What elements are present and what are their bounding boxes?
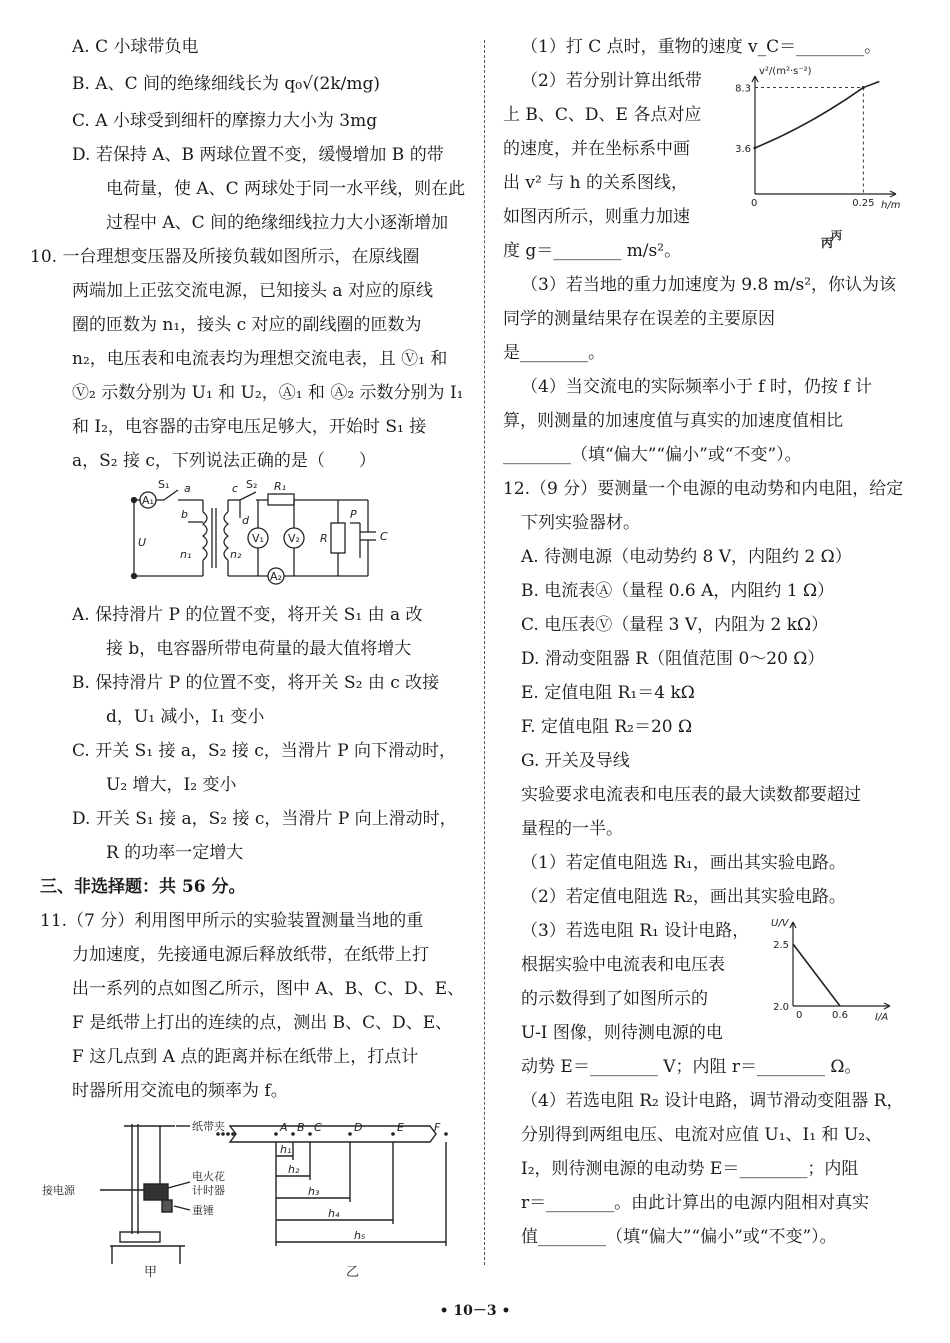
q9-option-b: B. A、C 间的绝缘细线长为 q₀√(2k/mg): [72, 74, 381, 94]
circuit-label-b: b: [181, 508, 188, 521]
q11-part2-line5: 如图丙所示，则重力加速: [503, 207, 690, 227]
q12-part4-line5: 值________（填“偏大”“偏小”或“不变”）。: [521, 1227, 837, 1247]
circuit-label-p: P: [350, 508, 357, 521]
q12-equipment-a: A. 待测电源（电动势约 8 V，内阻约 2 Ω）: [521, 547, 852, 567]
tape-h4: h₄: [328, 1207, 340, 1220]
q12-stem-line1: 12.（9 分）要测量一个电源的电动势和内电阻，给定: [503, 479, 904, 499]
q10-stem-line3: 圈的匝数为 n₁，接头 c 对应的副线圈的匝数为: [72, 315, 422, 335]
q12-part3-line4: U-I 图像，则待测电源的电: [521, 1023, 723, 1043]
q10-option-b-line2: d，U₁ 减小，I₁ 变小: [106, 707, 265, 727]
graph-bing-origin: 0: [751, 198, 758, 209]
q9-option-c: C. A 小球受到细杆的摩擦力大小为 3mg: [72, 111, 378, 131]
q12-equipment-f: F. 定值电阻 R₂＝20 Ω: [521, 717, 693, 737]
q11-part2-line1: （2）若分别计算出纸带: [521, 71, 702, 91]
q10-stem-line4: n₂，电压表和电流表均为理想交流电表，且 Ⓥ₁ 和: [72, 349, 448, 369]
circuit-label-u: U: [138, 536, 147, 549]
circuit-label-r: R: [320, 532, 328, 545]
q10-option-c-line2: U₂ 增大，I₂ 变小: [106, 775, 237, 795]
q10-stem-line1: 10. 一台理想变压器及所接负载如图所示，在原线圈: [30, 247, 420, 267]
tape-point-d: D: [354, 1121, 363, 1134]
q10-stem-line5: Ⓥ₂ 示数分别为 U₁ 和 U₂，Ⓐ₁ 和 Ⓐ₂ 示数分别为 I₁: [72, 383, 464, 403]
q11-part4-line1: （4）当交流电的实际频率小于 f 时，仍按 f 计: [521, 377, 873, 397]
q11-stem-line3: 出一系列的点如图乙所示，图中 A、B、C、D、E、: [72, 979, 465, 999]
q12-equipment-b: B. 电流表Ⓐ（量程 0.6 A，内阻约 1 Ω）: [521, 581, 835, 601]
q10-option-c-line1: C. 开关 S₁ 接 a，S₂ 接 c，当滑片 P 向下滑动时，: [72, 741, 457, 761]
graph-bing-ytick-hi: 8.3: [735, 83, 751, 95]
q9-option-d-line2: 电荷量，使 A、C 两球处于同一水平线，则在此: [106, 179, 466, 199]
q10-stem-line6: 和 I₂，电容器的击穿电压足够大，开始时 S₁ 接: [72, 417, 427, 437]
circuit-label-r1: R₁: [274, 480, 287, 493]
graph-ui-xlabel: I/A: [875, 1012, 889, 1023]
circuit-label-v1: V₁: [252, 532, 264, 545]
q11-part3-line1: （3）若当地的重力加速度为 9.8 m/s²，你认为该: [521, 275, 897, 295]
tape-point-f: F: [434, 1121, 441, 1134]
q11-figures: [40, 1114, 460, 1279]
caption-jia: 甲: [144, 1265, 158, 1280]
right-column: [503, 30, 913, 1254]
circuit-label-a1: A₁: [142, 494, 154, 507]
q11-part4-line3: ________（填“偏大”“偏小”或“不变”）。: [503, 445, 802, 465]
tape-h2: h₂: [288, 1163, 300, 1176]
q12-part4-line3: I₂，则待测电源的电动势 E＝________；内阻: [521, 1159, 859, 1179]
graph-bing-ylabel: v²/(m²·s⁻²): [759, 66, 812, 77]
q11-part2-block: [503, 64, 913, 268]
q10-option-d-line1: D. 开关 S₁ 接 a，S₂ 接 c，当滑片 P 向上滑动时，: [72, 809, 457, 829]
graph-bing-xtick: 0.25: [852, 198, 875, 209]
page-number: • 10－3 •: [439, 1303, 511, 1319]
circuit-label-c-cap: C: [380, 530, 388, 543]
q12-equipment-g: G. 开关及导线: [521, 751, 630, 771]
q12-part4-line1: （4）若选电阻 R₂ 设计电路，调节滑动变阻器 R，: [521, 1091, 904, 1111]
tape-point-e: E: [397, 1121, 404, 1134]
q10-stem-line7: a，S₂ 接 c，下列说法正确的是（ ）: [72, 451, 376, 471]
q11-part2-line6: 度 g＝________ m/s²。: [503, 241, 682, 261]
graph-bing-xlabel: h/m: [881, 200, 901, 211]
q12-equipment-c: C. 电压表Ⓥ（量程 3 V，内阻为 2 kΩ）: [521, 615, 829, 635]
left-column: [30, 30, 468, 1280]
circuit-label-a: a: [184, 482, 191, 495]
q12-requirement-line1: 实验要求电流表和电压表的最大读数都要超过: [521, 785, 861, 805]
label-timer-line1: 电火花: [192, 1170, 225, 1183]
point-start: [754, 146, 757, 149]
q12-equipment-d: D. 滑动变阻器 R（阻值范围 0～20 Ω）: [521, 649, 825, 669]
q11-part2-line4: 出 v² 与 h 的关系图线，: [503, 173, 688, 193]
tape-point-a: A: [280, 1121, 288, 1134]
graph-ui-origin: 0: [796, 1010, 803, 1021]
q12-part1: （1）若定值电阻选 R₁，画出其实验电路。: [521, 853, 846, 873]
graph-bing-caption-text: 丙: [821, 236, 834, 250]
circuit-label-v2: V₂: [288, 532, 300, 545]
q10-option-b-line1: B. 保持滑片 P 的位置不变，将开关 S₂ 由 c 改接: [72, 673, 440, 693]
q11-part2-line3: 的速度，并在坐标系中画: [503, 139, 690, 159]
section-3-title: 三、非选择题：共 56 分。: [40, 877, 246, 897]
v2-h-series-line: [755, 82, 879, 148]
q10-stem-line2: 两端加上正弦交流电源，已知接头 a 对应的原线: [72, 281, 433, 301]
q11-stem-line6: 时器所用交流电的频率为 f。: [72, 1081, 288, 1101]
tape-h1: h₁: [280, 1143, 292, 1156]
q12-part2: （2）若定值电阻选 R₂，画出其实验电路。: [521, 887, 846, 907]
circuit-label-n2: n₂: [230, 548, 242, 561]
graph-bing-caption: 丙: [831, 229, 842, 242]
graph-ui-xtick: 0.6: [832, 1010, 848, 1021]
q11-part3-line3: 是________。: [503, 343, 605, 363]
tape-h3: h₃: [308, 1185, 320, 1198]
q11-part2-line2: 上 B、C、D、E 各点对应: [503, 105, 702, 125]
q12-part3-line1: （3）若选电阻 R₁ 设计电路，: [521, 921, 750, 941]
q11-stem-line5: F 这几点到 A 点的距离并标在纸带上，打点计: [72, 1047, 419, 1067]
q11-part4-line2: 算，则测量的加速度值与真实的加速度值相比: [503, 411, 843, 431]
caption-yi: 乙: [346, 1265, 360, 1280]
circuit-label-n1: n₁: [180, 548, 192, 561]
graph-bing: [731, 64, 901, 242]
column-divider: [484, 40, 485, 1265]
q10-option-d-line2: R 的功率一定增大: [106, 843, 244, 863]
tape-h5: h₅: [354, 1229, 366, 1242]
graph-ui: [765, 914, 895, 1024]
q11-part1: （1）打 C 点时，重物的速度 v_C＝________。: [521, 37, 882, 57]
circuit-label-a2: A₂: [270, 570, 282, 583]
q10-option-a-line2: 接 b，电容器所带电荷量的最大值将增大: [106, 639, 412, 659]
q11-stem-line1: 11.（7 分）利用图甲所示的实验装置测量当地的重: [40, 911, 424, 931]
q9-option-d-line3: 过程中 A、C 间的绝缘细线拉力大小逐渐增加: [106, 213, 449, 233]
label-weight: 重锤: [192, 1204, 214, 1217]
q9-option-a: A. C 小球带负电: [72, 37, 199, 57]
q12-part4-line2: 分别得到两组电压、电流对应值 U₁、I₁ 和 U₂、: [521, 1125, 883, 1145]
label-paper-clip: 纸带夹: [192, 1120, 225, 1133]
label-timer-line2: 计时器: [192, 1184, 225, 1197]
q12-part3-line3: 的示数得到了如图所示的: [521, 989, 708, 1009]
point-end: [862, 86, 865, 89]
graph-ui-ytick-hi: 2.5: [773, 940, 789, 951]
q12-stem-line2: 下列实验器材。: [521, 513, 640, 533]
label-power: 接电源: [42, 1184, 75, 1197]
circuit-label-d: d: [242, 514, 249, 527]
graph-ui-ylabel: U/V: [771, 918, 789, 929]
q9-option-d-line1: D. 若保持 A、B 两球位置不变，缓慢增加 B 的带: [72, 145, 444, 165]
q12-part3-line2: 根据实验中电流表和电压表: [521, 955, 725, 975]
q11-part3-line2: 同学的测量结果存在误差的主要原因: [503, 309, 775, 329]
q12-part3-block: [503, 914, 913, 1084]
q12-equipment-e: E. 定值电阻 R₁＝4 kΩ: [521, 683, 695, 703]
circuit-label-s2: S₂: [246, 478, 258, 491]
graph-bing-ytick-lo: 3.6: [735, 143, 751, 155]
tape-point-b: B: [297, 1121, 305, 1134]
transformer-circuit-figure: [128, 478, 468, 598]
q12-part3-line5: 动势 E＝________ V；内阻 r＝________ Ω。: [521, 1057, 862, 1077]
q11-stem-line4: F 是纸带上打出的连续的点，测出 B、C、D、E、: [72, 1013, 453, 1033]
circuit-label-s1: S₁: [158, 478, 170, 491]
tape-point-c: C: [314, 1121, 322, 1134]
q11-stem-line2: 力加速度，先接通电源后释放纸带，在纸带上打: [72, 945, 429, 965]
q10-option-a-line1: A. 保持滑片 P 的位置不变，将开关 S₁ 由 a 改: [72, 605, 423, 625]
q12-part4-line4: r＝________。由此计算出的电源内阻相对真实: [521, 1193, 870, 1213]
circuit-label-c: c: [232, 482, 239, 495]
graph-ui-ytick-lo: 2.0: [773, 1002, 789, 1013]
q12-requirement-line2: 量程的一半。: [521, 819, 623, 839]
